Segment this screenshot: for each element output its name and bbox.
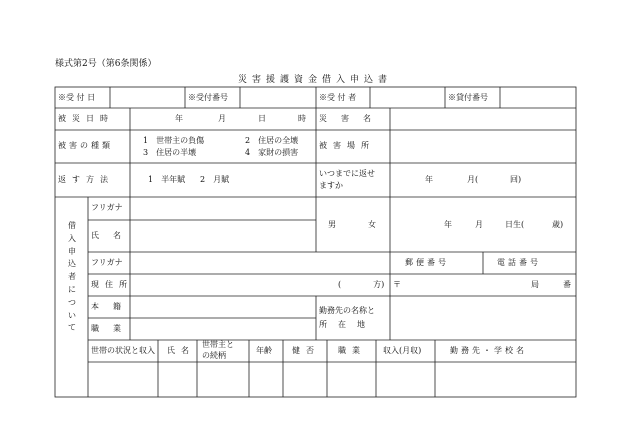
form-id: 様式第2号（第6条関係）	[55, 59, 157, 69]
day-label: 日	[258, 114, 266, 123]
repayment-method-label: 返す方法	[58, 175, 114, 184]
damage-option-2: 2 住居の全壊	[245, 136, 299, 145]
repayment-option-1: 1 半年賦	[148, 175, 186, 184]
address-label: 現住所	[91, 280, 133, 289]
phone-number-label: 電話番号	[497, 258, 541, 267]
repay-until-label-1: いつまでに返せ	[319, 169, 375, 178]
uketsuke-date-label: ※受 付 日	[58, 93, 96, 102]
furigana-label: フリガナ	[91, 203, 123, 212]
applicant-side-label: 借入申込者について	[68, 221, 76, 333]
uketsuke-number-label: ※受付番号	[188, 93, 228, 102]
postal-mark: 〒	[393, 280, 401, 289]
damage-place-label: 被害場所	[319, 141, 375, 150]
workplace-label-2: 所在地	[319, 320, 376, 329]
birth-month-label: 月	[475, 220, 483, 229]
domicile-label: 本籍	[91, 302, 135, 311]
hour-label: 時	[298, 114, 306, 123]
repay-until-label-2: ますか	[319, 181, 343, 190]
household-occupation-header: 職業	[338, 346, 366, 355]
document-title: 災害援護資金借入申込書	[237, 75, 392, 85]
damage-option-1: 1 世帯主の負傷	[143, 136, 205, 145]
age-label: 歳)	[552, 220, 564, 229]
care-of-label: ( 方)	[338, 280, 385, 289]
age-header: 年齢	[256, 346, 272, 355]
birth-year-label: 年	[444, 220, 452, 229]
occupation-label: 職業	[91, 324, 135, 333]
applicant-name-label: 氏名	[91, 231, 135, 240]
health-header: 健否	[292, 346, 320, 355]
male-option: 男	[328, 220, 336, 229]
exchange-label: 局	[531, 280, 539, 289]
month-label: 月	[218, 114, 226, 123]
loan-number-label: ※貸付番号	[448, 93, 488, 102]
damage-type-label: 被害の種類	[58, 141, 113, 150]
income-header: 収入(月収)	[383, 346, 422, 355]
household-header: 世帯の状況と収入	[91, 346, 155, 355]
workplace-label-1: 勤務先の名称と	[319, 306, 375, 315]
disaster-name-label: 災害名	[319, 114, 385, 123]
repay-month-label: 月(	[467, 175, 479, 184]
damage-option-4: 4 家財の損害	[245, 148, 299, 157]
postal-code-label: 郵便番号	[405, 258, 449, 267]
year-label: 年	[175, 114, 183, 123]
receiver-label: ※受 付 者	[319, 93, 357, 102]
birth-day-label: 日生(	[505, 220, 525, 229]
damage-option-3: 3 住居の半壊	[143, 148, 197, 157]
furigana-2-label: フリガナ	[91, 258, 123, 267]
household-name-header: 氏名	[167, 346, 195, 355]
relationship-header-1: 世帯主と	[202, 340, 234, 349]
relationship-header-2: の続柄	[202, 351, 226, 360]
workplace-school-header: 勤務先・学校名	[450, 346, 527, 355]
female-option: 女	[368, 220, 376, 229]
number-suffix-label: 番	[563, 280, 571, 289]
repay-year-label: 年	[425, 175, 433, 184]
disaster-datetime-label: 被災日時	[58, 114, 114, 123]
repay-times-label: 回)	[510, 175, 522, 184]
repayment-option-2: 2 月賦	[200, 175, 230, 184]
